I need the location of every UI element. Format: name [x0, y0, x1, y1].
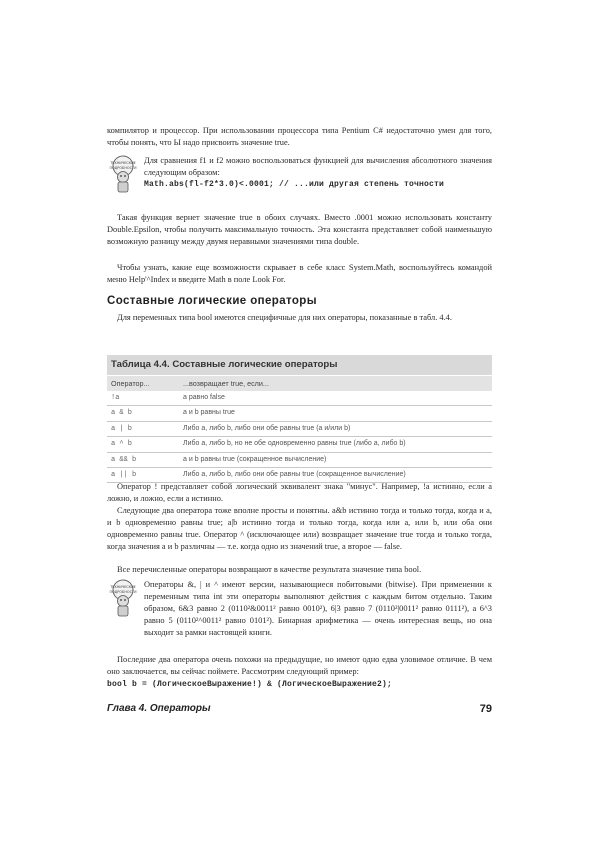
note-bitwise-text: Операторы &, | и ^ имеют версии, называющиеся побитовыми (bitwise). При применении к переменным типа int эти операторы выполняют действия с каждым битом отдельно. Таким образом, 6&3 равно 2 (0110²&0011² равно 0010²), 6|3 равно 7 (0110²|0011² равно 0111²), а 6^3 равно 5 (0110²^0011² равно 0101²). Бинарная арифметика — очень интересная вещь, но она выходит за рамки настоящей книги.	[144, 580, 492, 637]
table-cell-description: Либо a, либо b, либо они обе равны true (a и/или b)	[183, 424, 351, 432]
paragraph-system-math: Чтобы узнать, какие еще возможности скрывает в себе класс System.Math, воспользуйтесь командой меню Help'^Index и введите Math в поле Look For.	[107, 263, 492, 284]
table-row	[107, 422, 492, 437]
table-cell-operator: a & b	[111, 409, 133, 418]
table-row	[107, 406, 492, 421]
code-example: bool b = (ЛогическоеВыражение!) & (ЛогическоеВыражение2);	[107, 680, 393, 689]
table-cell-description: a равно false	[183, 394, 225, 401]
table-header-returns: ...возвращает true, если...	[183, 379, 269, 388]
operators-table	[107, 355, 492, 483]
table-cell-operator: a && b	[111, 455, 137, 464]
table-cell-operator: a | b	[111, 424, 133, 433]
note-code: Math.abs(fl-f2*3.0)<.0001; // ...или другая степень точности	[144, 179, 445, 189]
table-title: Таблица 4.4. Составные логические операторы	[107, 355, 492, 375]
section-title: Составные логические операторы	[107, 295, 317, 307]
table-cell-description: a и b равны true	[183, 409, 235, 417]
table-cell-description: Либо a, либо b, но не обе одновременно равны true (либо a, либо b)	[183, 440, 406, 448]
table-header-operator: Оператор...	[111, 379, 150, 388]
technical-stuff-icon	[107, 579, 139, 619]
technical-stuff-icon	[107, 155, 139, 195]
table-header	[107, 375, 492, 391]
page-footer	[107, 702, 492, 718]
table-cell-operator: a ^ b	[111, 440, 133, 449]
intro-paragraph: компилятор и процессор. При использовании процессора типа Pentium C# недостаточно умен для того, чтобы понять, что Ы надо присвоить значение true.	[107, 126, 492, 147]
svg-text:ПОДРОБНОСТИ: ПОДРОБНОСТИ	[109, 590, 137, 594]
paragraph-last-operators: Последние два оператора очень похожи на предыдущие, но имеют одно едва уловимое отличие. В чем оно заключается, вы сейчас поймете. Рассмотрим следующий пример:	[107, 655, 492, 676]
table-cell-operator: !a	[111, 394, 120, 402]
paragraph-and-or-operators: Следующие два оператора тоже вполне просты и понятны. a&b истинно тогда и только тогда, когда и a, и b одновременно равны true; a|b истинно тогда и только тогда, когда или a, или b, или оба они одновременно равны true. Оператор ^ (исключающее или) возвращает значение true тогда и только тогда, когда значения a и b различны — т.е. когда одно из значений true, а второе — false.	[107, 506, 492, 551]
paragraph-epsilon: Такая функция вернет значение true в обоих случаях. Вместо .0001 можно использовать константу Double.Epsilon, чтобы получить максимальную точность. Эта константа представляет собой наименьшую возможную разницу между двумя неравными значениями типа double.	[107, 213, 492, 246]
table-cell-description: a и b равны true (сокращенное вычисление)	[183, 455, 327, 463]
chapter-title: Глава 4. Операторы	[107, 703, 211, 714]
note-text: Для сравнения f1 и f2 можно воспользоваться функцией для вычисления абсолютного значения следующим образом:	[144, 156, 492, 177]
paragraph-not-operator: Оператор ! представляет собой логический эквивалент знака "минус". Например, !a истинно, если a ложно, и ложно, если a истинно.	[107, 482, 492, 503]
technical-note	[107, 155, 492, 190]
table-row	[107, 391, 492, 406]
svg-text:ТЕХНИЧЕСКИЕ: ТЕХНИЧЕСКИЕ	[110, 585, 136, 589]
paragraph-bool-result: Все перечисленные операторы возвращают в качестве результата значение типа bool.	[117, 565, 422, 574]
table-cell-operator: a || b	[111, 470, 137, 479]
svg-text:ПОДРОБНОСТИ: ПОДРОБНОСТИ	[109, 166, 137, 170]
svg-text:ТЕХНИЧЕСКИЕ: ТЕХНИЧЕСКИЕ	[110, 161, 136, 165]
table-cell-description: Либо a, либо b, либо они обе равны true (сокращенное вычисление)	[183, 470, 406, 478]
technical-note-bitwise	[107, 579, 492, 639]
section-intro: Для переменных типа bool имеются специфичные для них операторы, показанные в табл. 4.4.	[117, 313, 452, 322]
page-number: 79	[479, 703, 492, 715]
table-row	[107, 453, 492, 468]
table-row	[107, 437, 492, 452]
